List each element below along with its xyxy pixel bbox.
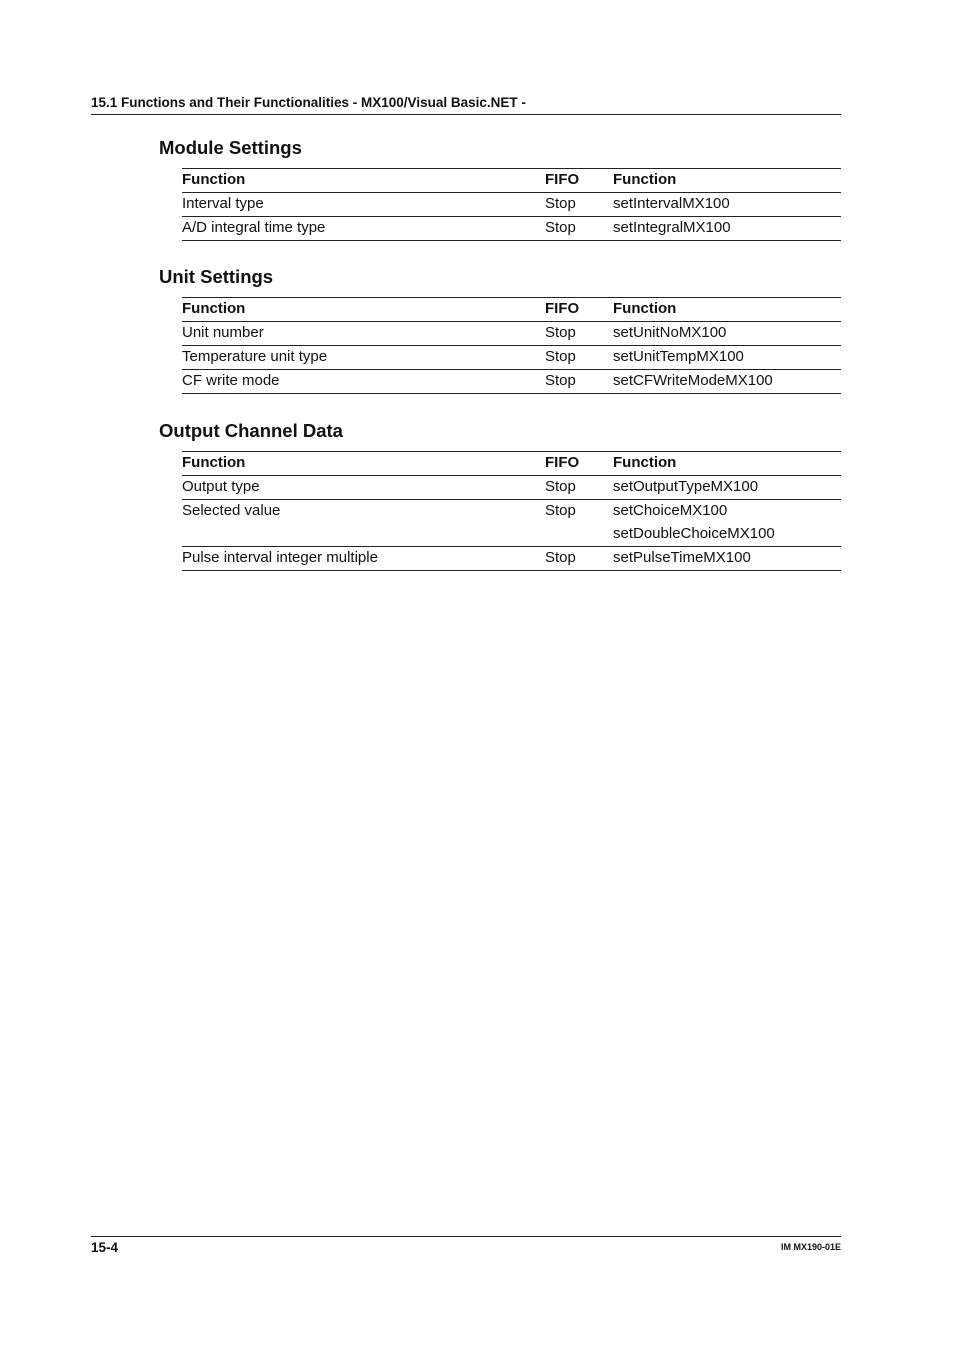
function-table xyxy=(182,451,841,571)
cell-api: setPulseTimeMX100 xyxy=(613,549,751,566)
cell-api: setUnitTempMX100 xyxy=(613,348,744,365)
cell-function: Output type xyxy=(182,478,260,495)
cell-api: setChoiceMX100 xyxy=(613,502,728,519)
section-unit-settings xyxy=(159,266,841,394)
section-title: Module Settings xyxy=(159,137,302,158)
cell-api: setUnitNoMX100 xyxy=(613,324,727,341)
cell-function: Interval type xyxy=(182,195,264,212)
cell-fifo: Stop xyxy=(545,348,576,365)
cell-function: Unit number xyxy=(182,324,264,341)
table-header-row xyxy=(182,298,841,322)
document-id: IM MX190-01E xyxy=(780,1242,841,1252)
cell-fifo: Stop xyxy=(545,324,576,341)
section-output-channel-data xyxy=(159,420,841,571)
table-row xyxy=(182,476,841,500)
cell-function: A/D integral time type xyxy=(182,219,326,236)
column-header-api-function: Function xyxy=(613,300,677,317)
running-header: 15.1 Functions and Their Functionalities - MX100/Visual Basic.NET - xyxy=(91,95,841,115)
cell-api: setCFWriteModeMX100 xyxy=(613,372,773,389)
cell-fifo: Stop xyxy=(545,219,576,236)
table-row xyxy=(182,370,841,394)
section-title: Output Channel Data xyxy=(159,420,343,441)
cell-api: setIntegralMX100 xyxy=(613,219,731,236)
table-row-continuation xyxy=(182,523,841,547)
cell-fifo: Stop xyxy=(545,195,576,212)
column-header-function: Function xyxy=(182,454,246,471)
cell-function: Selected value xyxy=(182,502,281,519)
function-table xyxy=(182,297,841,394)
table-header-row xyxy=(182,169,841,193)
table-row xyxy=(182,346,841,370)
column-header-function: Function xyxy=(182,300,246,317)
table-row xyxy=(182,547,841,571)
cell-fifo xyxy=(545,523,613,547)
table-row xyxy=(182,217,841,241)
cell-fifo: Stop xyxy=(545,372,576,389)
cell-function: Pulse interval integer multiple xyxy=(182,549,378,566)
column-header-fifo: FIFO xyxy=(545,300,580,317)
column-header-function: Function xyxy=(182,171,246,188)
table-row xyxy=(182,500,841,524)
cell-function: CF write mode xyxy=(182,372,280,389)
table-row xyxy=(182,193,841,217)
column-header-api-function: Function xyxy=(613,171,677,188)
cell-fifo: Stop xyxy=(545,502,576,519)
cell-fifo: Stop xyxy=(545,478,576,495)
table-header-row xyxy=(182,452,841,476)
cell-api: setIntervalMX100 xyxy=(613,195,730,212)
cell-fifo: Stop xyxy=(545,549,576,566)
cell-api: setDoubleChoiceMX100 xyxy=(613,525,775,542)
page-number: 15-4 xyxy=(91,1240,119,1255)
cell-function xyxy=(182,523,545,547)
table-row xyxy=(182,322,841,346)
column-header-api-function: Function xyxy=(613,454,677,471)
cell-function: Temperature unit type xyxy=(182,348,328,365)
running-footer xyxy=(91,1236,841,1257)
cell-api: setOutputTypeMX100 xyxy=(613,478,759,495)
column-header-fifo: FIFO xyxy=(545,454,580,471)
section-title: Unit Settings xyxy=(159,266,274,287)
function-table xyxy=(182,168,841,241)
section-module-settings xyxy=(159,137,841,241)
column-header-fifo: FIFO xyxy=(545,171,580,188)
